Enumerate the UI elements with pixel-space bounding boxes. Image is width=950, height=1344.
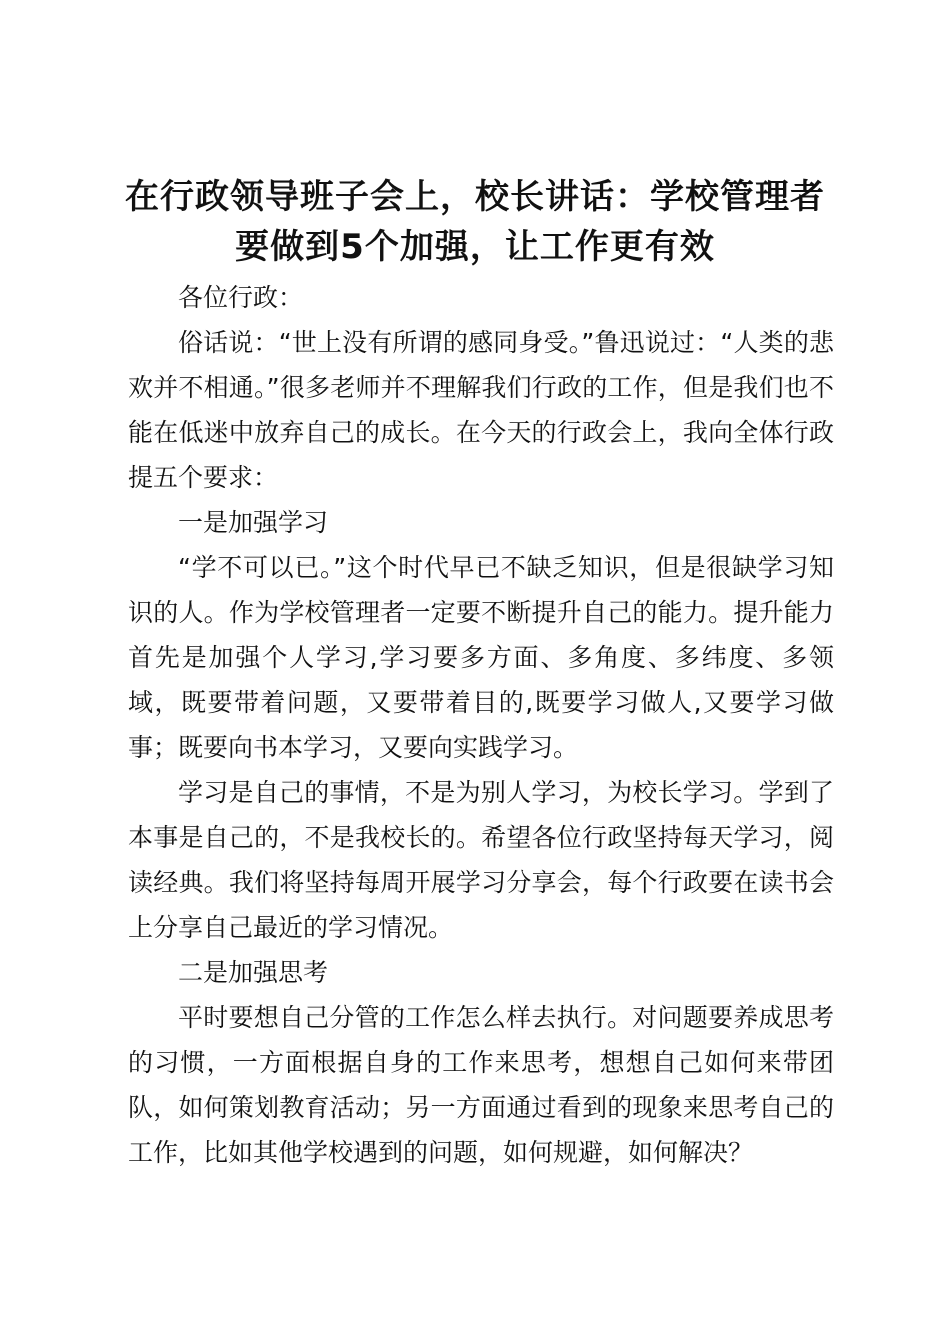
intro-paragraph: 俗话说：“世上没有所谓的感同身受。”鲁迅说过：“人类的悲欢并不相通。”很多老师并不理解我们行政的工作，但是我们也不能在低迷中放弃自己的成长。在今天的行政会上，我向全体行政提五个要求： — [128, 328, 834, 492]
title-line-1: 在行政领导班子会上，校长讲话：学校管理者 — [125, 177, 825, 217]
study-paragraph-2: 学习是自己的事情，不是为别人学习，为校长学习。学到了本事是自己的，不是我校长的。希望各位行政坚持每天学习，阅读经典。我们将坚持每周开展学习分享会，每个行政要在读书会上分享自己最近的学习情况。 — [128, 778, 834, 942]
document-title — [110, 172, 840, 272]
salutation: 各位行政： — [178, 283, 304, 312]
document-body — [128, 275, 834, 1175]
section-heading-thinking: 二是加强思考 — [178, 958, 329, 987]
study-paragraph-1: “学不可以已。”这个时代早已不缺乏知识，但是很缺学习知识的人。作为学校管理者一定要不断提升自己的能力。提升能力首先是加强个人学习,学习要多方面、多角度、多纬度、多领域，既要带着问题，又要带着目的,既要学习做人,又要学习做事；既要向书本学习，又要向实践学习。 — [128, 553, 834, 762]
title-line-2: 要做到5个加强，让工作更有效 — [235, 227, 715, 267]
section-heading-study: 一是加强学习 — [178, 508, 329, 537]
thinking-paragraph: 平时要想自己分管的工作怎么样去执行。对问题要养成思考的习惯，一方面根据自身的工作来思考，想想自己如何来带团队，如何策划教育活动；另一方面通过看到的现象来思考自己的工作，比如其他学校遇到的问题，如何规避，如何解决？ — [128, 1003, 834, 1167]
